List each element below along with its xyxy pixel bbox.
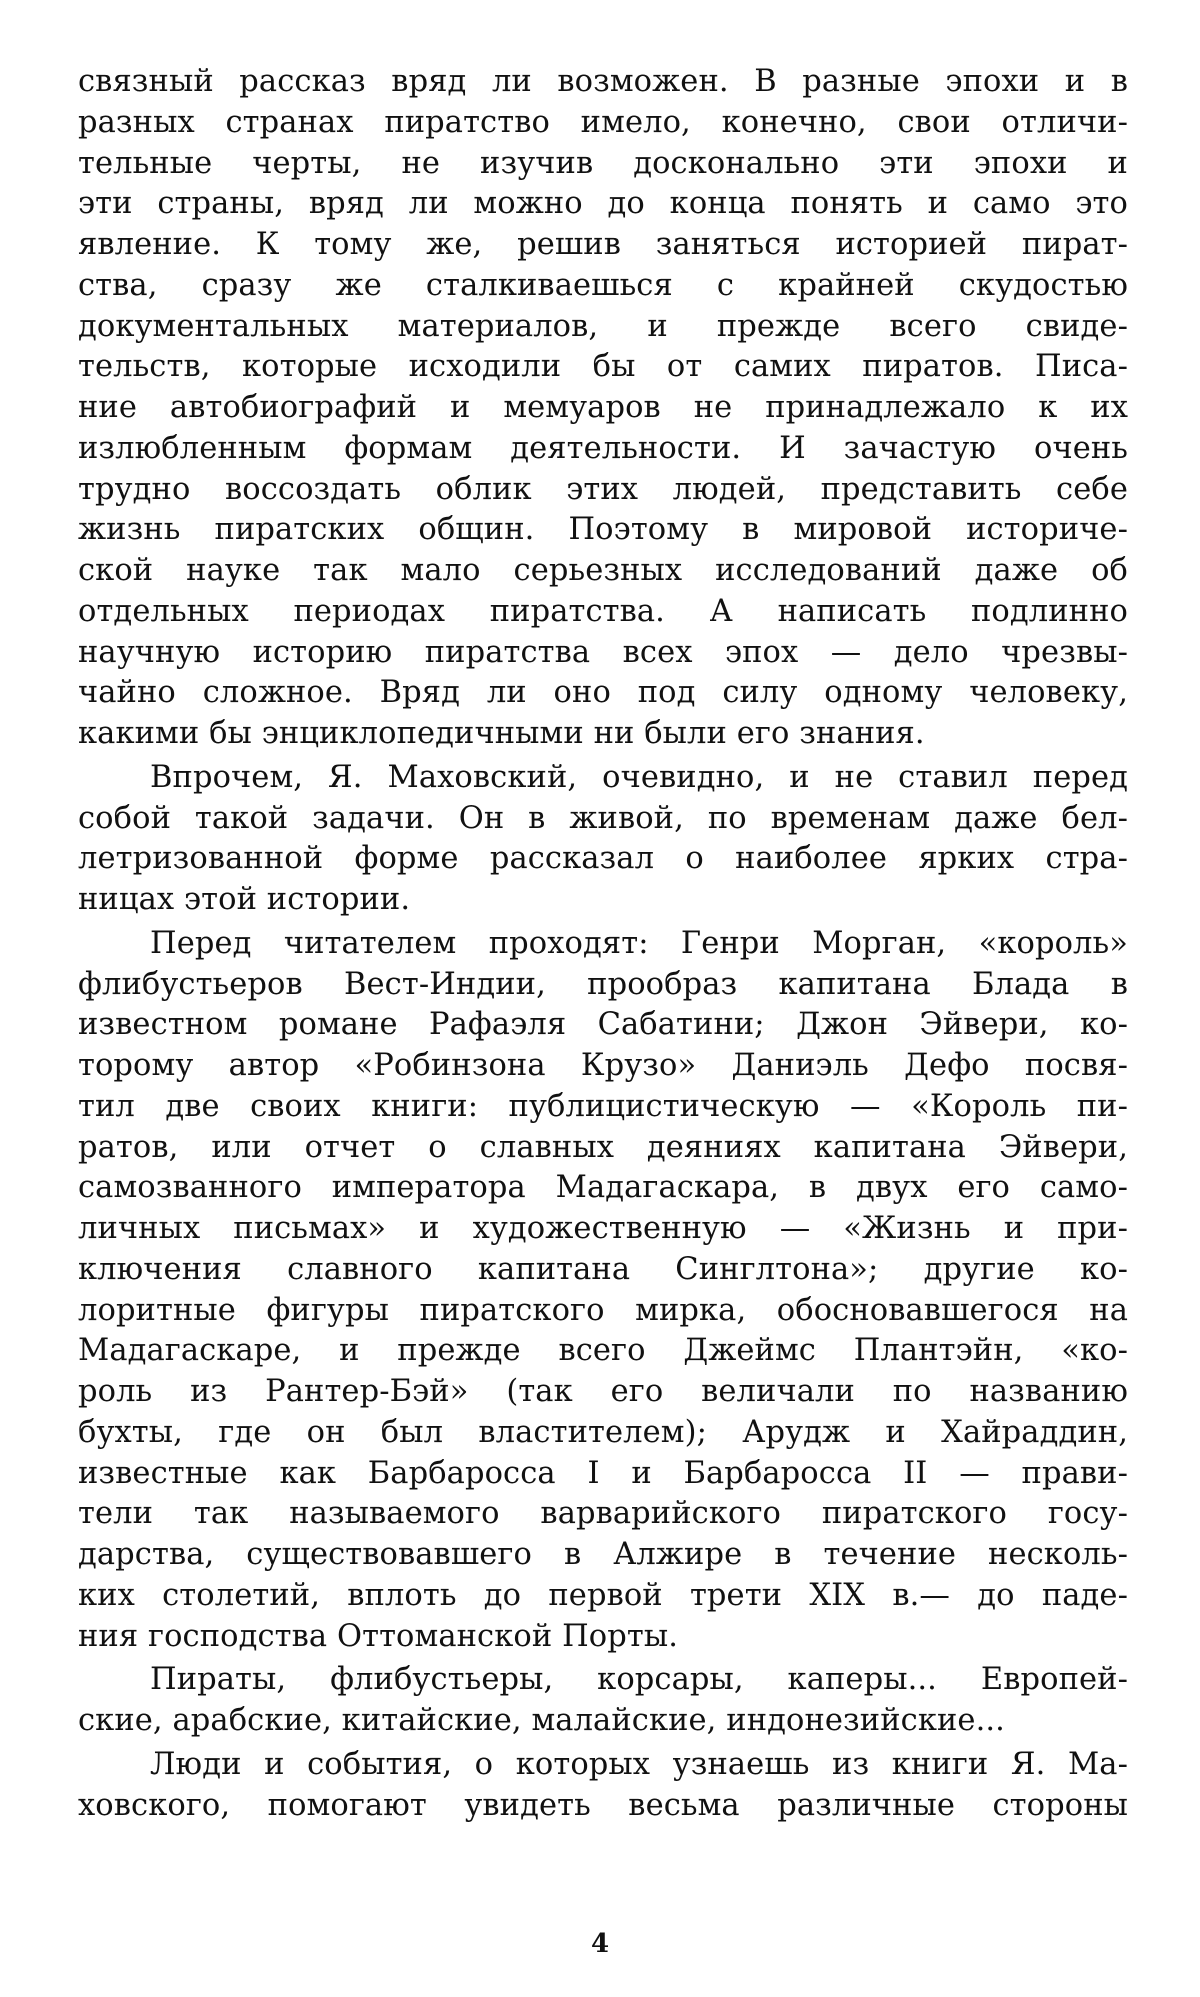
text-line: ратов, или отчет о славных деяниях капитана Эйвери, — [78, 1129, 1128, 1165]
paragraph — [78, 1745, 1128, 1827]
text-line: флибустьеров Вест-Индии, прообраз капитана Блада в — [78, 966, 1128, 1002]
text-line: излюбленным формам деятельности. И зачастую очень — [78, 430, 1128, 466]
text-line: ключения славного капитана Синглтона»; другие ко- — [78, 1251, 1128, 1287]
text-line: ства, сразу же сталкиваешься с крайней скудостью — [78, 267, 1128, 303]
text-line: летризованной форме рассказал о наиболее ярких стра- — [78, 841, 1128, 877]
text-line: документальных материалов, и прежде всего свиде- — [78, 308, 1128, 344]
text-line: тил две своих книги: публицистическую — «Король пи- — [78, 1088, 1128, 1124]
text-line: связный рассказ вряд ли возможен. В разные эпохи и в — [78, 64, 1128, 99]
text-line: Впрочем, Я. Маховский, очевидно, и не ставил перед — [150, 759, 1128, 795]
text-line: самозванного императора Мадагаскара, в двух его само- — [78, 1170, 1128, 1206]
text-line: тельные черты, не изучив досконально эти эпохи и — [78, 145, 1128, 181]
text-line: известные как Барбаросса I и Барбаросса II — прави- — [78, 1455, 1128, 1491]
text-line: тели так называемого варварийского пиратского госу- — [78, 1496, 1128, 1532]
text-line: роль из Рантер-Бэй» (так его величали по названию — [78, 1374, 1128, 1409]
text-line: собой такой задачи. Он в живой, по временам даже бел- — [78, 800, 1128, 836]
text-line: ние автобиографий и мемуаров не принадлежало к их — [78, 390, 1128, 425]
text-line: какими бы энциклопедичными ни были его знания. — [78, 716, 925, 751]
text-line: ские, арабские, китайские, малайские, индонезийские... — [78, 1703, 1005, 1738]
paragraph — [78, 62, 1128, 755]
text-line: научную историю пиратства всех эпох — дело чрезвы- — [78, 634, 1128, 670]
text-line: Мадагаскаре, и прежде всего Джеймс Плантэйн, «ко- — [78, 1333, 1128, 1369]
text-line: трудно воссоздать облик этих людей, представить себе — [78, 471, 1128, 507]
page-number: 4 — [590, 1929, 610, 1959]
text-line: Пираты, флибустьеры, корсары, каперы... Европей- — [150, 1662, 1128, 1698]
text-line: лоритные фигуры пиратского мирка, обосновавшегося на — [78, 1292, 1128, 1328]
paragraph — [78, 1660, 1128, 1742]
text-line: ховского, помогают увидеть весьма различные стороны — [78, 1787, 1128, 1823]
text-line: жизнь пиратских общин. Поэтому в мировой историче- — [78, 512, 1128, 548]
text-line: эти страны, вряд ли можно до конца понять и само это — [78, 186, 1128, 222]
text-line: ской науке так мало серьезных исследований даже об — [78, 553, 1128, 588]
text-line: тельств, которые исходили бы от самих пиратов. Писа- — [78, 349, 1128, 385]
paragraph — [78, 924, 1128, 1658]
body-text — [78, 62, 1128, 1826]
text-line: известном романе Рафаэля Сабатини; Джон Эйвери, ко- — [78, 1007, 1128, 1043]
text-line: Перед читателем проходят: Генри Морган, «король» — [150, 925, 1128, 961]
text-line: ких столетий, вплоть до первой трети XIX в.— до паде- — [78, 1577, 1128, 1613]
paragraph — [78, 758, 1128, 921]
text-line: отдельных периодах пиратства. А написать подлинно — [78, 593, 1128, 629]
text-line: ницах этой истории. — [78, 882, 411, 917]
text-line: ния господства Оттоманской Порты. — [78, 1618, 679, 1654]
text-line: бухты, где он был властителем); Арудж и Хайраддин, — [78, 1414, 1128, 1450]
text-line: разных странах пиратство имело, конечно, свои отличи- — [78, 104, 1128, 140]
text-line: явление. К тому же, решив заняться историей пират- — [78, 227, 1128, 262]
text-line: торому автор «Робинзона Крузо» Даниэль Дефо посвя- — [78, 1048, 1128, 1083]
text-line: личных письмах» и художественную — «Жизнь и при- — [78, 1211, 1128, 1246]
text-line: чайно сложное. Вряд ли оно под силу одному человеку, — [78, 675, 1128, 711]
text-line: Люди и события, о которых узнаешь из книги Я. Ма- — [150, 1746, 1128, 1782]
text-line: дарства, существовавшего в Алжире в течение несколь- — [78, 1537, 1128, 1572]
